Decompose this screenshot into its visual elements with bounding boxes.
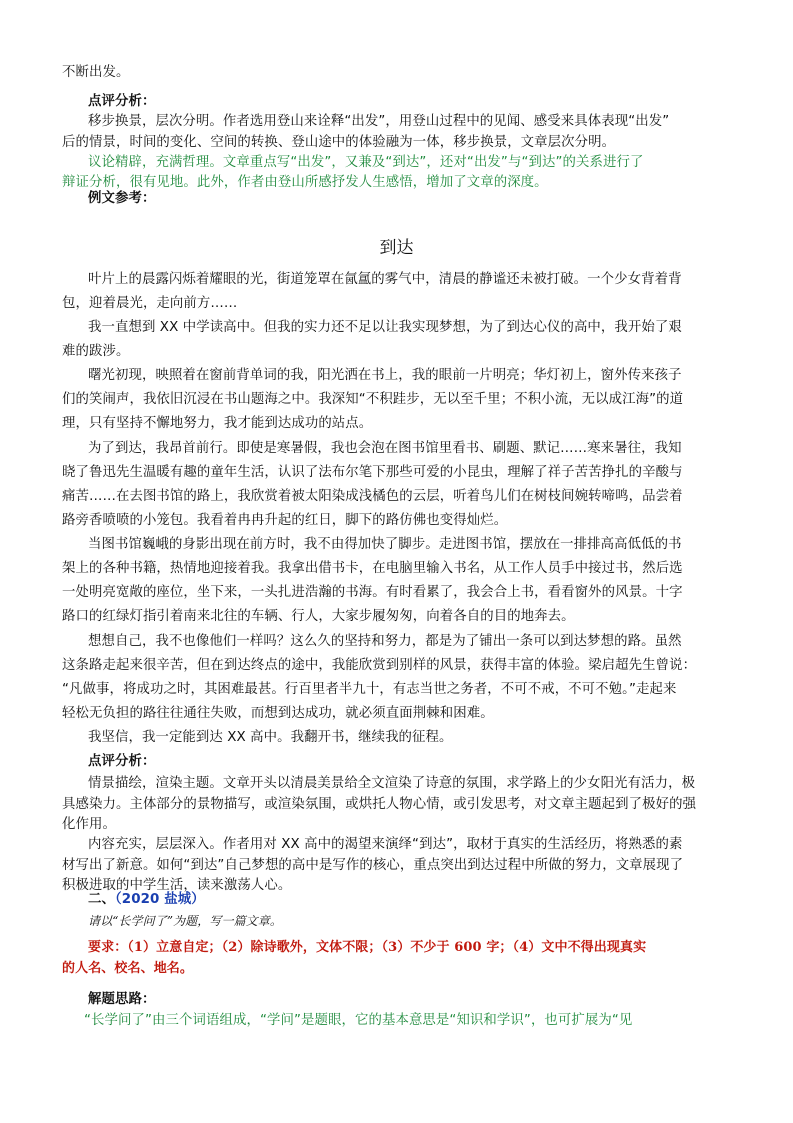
requirements-line: 的人名、校名、地名。	[62, 961, 194, 976]
thinking-heading: 解题思路：	[88, 992, 156, 1007]
requirements-line: 要求：（1）立意自定；（2）除诗歌外，文体不限；（3）不少于 600 字；（4）文中不得出现真实	[88, 940, 647, 955]
exam-source: （2020 盐城）	[114, 892, 205, 907]
essay-line: 曙光初现，映照着在窗前背单词的我，阳光洒在书上，我的眼前一片明亮；华灯初上，窗外传来孩子	[88, 368, 682, 383]
essay-line: 想想自己，我不也像他们一样吗？这么久的坚持和努力，都是为了铺出一条可以到达梦想的路。虽然	[88, 634, 682, 649]
comment-paragraph-line: 具感染力。主体部分的景物描写，或渲染氛围，或烘托人物心情，或引发思考，对文章主题起到了极好的强	[62, 797, 697, 812]
comment-heading: 点评分析：	[88, 94, 156, 109]
example-heading: 例文参考：	[88, 191, 156, 206]
essay-line: 难的跋涉。	[62, 344, 130, 359]
essay-line: 为了到达，我昂首前行。即使是寒暑假，我也会泡在图书馆里看书、刷题、默记……寒来暑往，我知	[88, 441, 682, 456]
essay-line: 轻松无负担的路往往通往失败，而想到达成功，就必须直面荆棘和困难。	[62, 706, 494, 721]
essay-line: 路口的红绿灯指引着南来北往的车辆、行人，大家步履匆匆，向着各自的目的地奔去。	[62, 609, 575, 624]
essay-line: 叶片上的晨露闪烁着耀眼的光，街道笼罩在氤氲的雾气中，清晨的静谧还未被打破。一个少女背着背	[88, 272, 682, 287]
comment-paragraph-line: 议论精辟，充满哲理。文章重点写“出发”，又兼及“到达”，还对“出发”与“到达”的关系进行了	[88, 155, 644, 170]
comment-paragraph-line: 化作用。	[62, 817, 116, 832]
comment-heading: 点评分析：	[88, 754, 156, 769]
essay-line: 一处明亮宽敞的座位，坐下来，一头扎进浩瀚的书海。有时看累了，我会合上书，看看窗外的风景。十字	[62, 585, 683, 600]
continued-text: 不断出发。	[62, 65, 130, 80]
comment-paragraph-line: 移步换景，层次分明。作者选用登山来诠释“出发”，用登山过程中的见闻、感受来具体表现“出发”	[88, 114, 670, 129]
section-number-text: 二、	[88, 892, 115, 907]
essay-line: 理，只有坚持不懈地努力，我才能到达成功的站点。	[62, 416, 373, 431]
comment-paragraph-line: 后的情景，时间的变化、空间的转换、登山途中的体验融为一体，移步换景，文章层次分明。	[62, 135, 616, 150]
comment-paragraph-line: 积极进取的中学生活，读来激荡人心。	[62, 878, 292, 893]
thinking-line: “长学问了”由三个词语组成，“学问”是题眼，它的基本意思是“知识和学识”，也可扩展为“见	[84, 1013, 633, 1028]
section-number	[88, 890, 205, 910]
essay-line: 我坚信，我一定能到达 XX 高中。我翻开书，继续我的征程。	[88, 730, 453, 745]
essay-line: 这条路走起来很辛苦，但在到达终点的途中，我能欣赏到别样的风景，获得丰富的体验。梁启超先生曾说：	[62, 658, 697, 673]
essay-line: 包，迎着晨光，走向前方……	[62, 296, 238, 311]
comment-paragraph-line: 情景描绘，渲染主题。文章开头以清晨美景给全文渲染了诗意的氛围，求学路上的少女阳光有活力，极	[88, 776, 696, 791]
essay-line: 路旁香喷喷的小笼包。我看着冉冉升起的红日，脚下的路仿佛也变得灿烂。	[62, 513, 508, 528]
essay-title: 到达	[379, 238, 414, 258]
writing-prompt: 请以“长学问了”为题，写一篇文章。	[88, 914, 282, 928]
comment-paragraph-line: 内容充实，层层深入。作者用对 XX 高中的渴望来演绎“到达”，取材于真实的生活经历，将熟悉的素	[88, 837, 683, 852]
essay-line: 痛苦……在去图书馆的路上，我欣赏着被太阳染成浅橘色的云层，听着鸟儿们在树枝间婉转啼鸣，品尝着	[62, 489, 683, 504]
comment-paragraph-line: 材写出了新意。如何“到达”自己梦想的高中是写作的核心，重点突出到达过程中所做的努力，文章展现了	[62, 858, 684, 873]
essay-line: 架上的各种书籍，热情地迎接着我。我拿出借书卡，在电脑里输入书名，从工作人员手中接过书，然后选	[62, 561, 683, 576]
essay-line: 们的笑闹声，我依旧沉浸在书山题海之中。我深知“不积跬步，无以至千里；不积小流，无以成江海”的道	[62, 392, 684, 407]
essay-line: 晓了鲁迅先生温暖有趣的童年生活，认识了法布尔笔下那些可爱的小昆虫，理解了祥子苦苦挣扎的辛酸与	[62, 465, 683, 480]
essay-line: 我一直想到 XX 中学读高中。但我的实力还不足以让我实现梦想，为了到达心仪的高中，我开始了艰	[88, 320, 682, 335]
essay-line: 当图书馆巍峨的身影出现在前方时，我不由得加快了脚步。走进图书馆，摆放在一排排高高低低的书	[88, 537, 682, 552]
essay-line: “凡做事，将成功之时，其困难最甚。行百里者半九十，有志当世之务者，不可不戒，不可不勉。”走起来	[62, 682, 677, 697]
comment-paragraph-line: 辩证分析，很有见地。此外，作者由登山所感抒发人生感悟，增加了文章的深度。	[62, 175, 548, 190]
